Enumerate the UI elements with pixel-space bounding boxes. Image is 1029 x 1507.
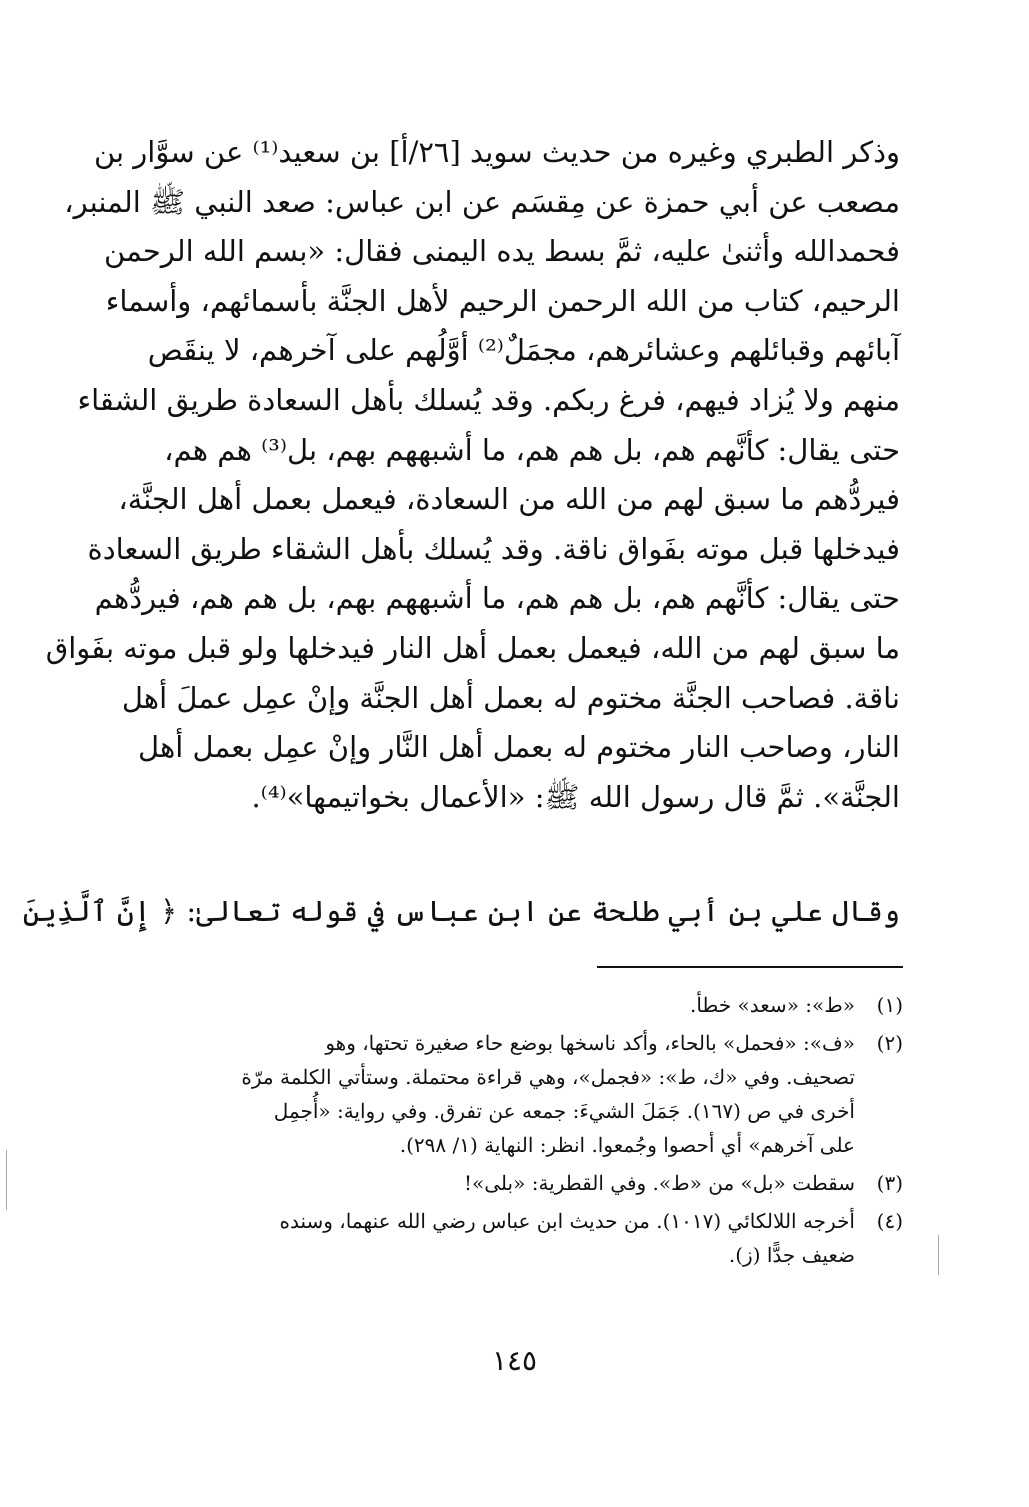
text-line: ناقة. فصاحب الجنَّة مختوم له بعمل أهل الجنَّة وإنْ عمِل عملَ أهل	[121, 680, 900, 715]
text-line: ما سبق لهم من الله، فيعمل بعمل أهل النار فيدخلها ولو قبل موته بفَواق	[45, 630, 900, 665]
page-number: ١٤٥	[491, 1344, 538, 1377]
footnote-item	[110, 1026, 903, 1162]
footnote-text	[110, 1026, 855, 1162]
footnote-separator	[597, 966, 903, 968]
footnote-number: (٤)	[876, 1209, 903, 1233]
text-line: فحمدالله وأثنىٰ عليه، ثمَّ بسط يده اليمنى فقال: «بسم الله الرحمن	[104, 234, 900, 269]
closing-paragraph: وقال علي بن أبي طلحة عن ابن عباس في قوله تعالىٰ: ﴿ إِنَّ ٱلَّذِينَ	[22, 894, 900, 928]
footnote-item	[110, 988, 903, 1022]
text-line: فيردُّهم ما سبق لهم من الله من السعادة، فيعمل بعمل أهل الجنَّة،	[118, 482, 900, 517]
text-line: الرحيم، كتاب من الله الرحمن الرحيم لأهل الجنَّة بأسمائهم، وأسماء	[105, 283, 900, 318]
footnote-line: أخرى في ص (١٦٧). جَمَلَ الشيءَ: جمعه عن تفرق. وفي رواية: «أُجمِل	[273, 1099, 855, 1123]
scan-edge-mark	[6, 1150, 7, 1210]
text-line: فيدخلها قبل موته بفَواق ناقة. وقد يُسلك بأهل الشقاء طريق السعادة	[87, 531, 900, 566]
footnote-line: تصحيف. وفي «ك، ط»: «فجمل»، وهي قراءة محتملة. وستأتي الكلمة مرّة	[241, 1065, 855, 1089]
footnote-line: سقطت «بل» من «ط». وفي القطرية: «بلى»!	[463, 1171, 855, 1195]
footnote-line: أخرجه اللالكائي (١٠١٧). من حديث ابن عباس رضي الله عنهما، وسنده	[279, 1209, 855, 1233]
footnote-number: (١)	[876, 993, 903, 1017]
text-line: وذكر الطبري وغيره من حديث سويد [٢٦/أ] بن سعيد⁽¹⁾ عن سوَّار بن	[93, 135, 900, 169]
footnote-line: ضعيف جدًّا (ز).	[728, 1243, 855, 1267]
footnote-item	[110, 1204, 903, 1272]
text-line: منهم ولا يُزاد فيهم، فرغ ربكم. وقد يُسلك بأهل السعادة طريق الشقاء	[77, 382, 900, 417]
footnote-line: «ف»: «فحمل» بالحاء، وأكد ناسخها بوضع حاء صغيرة تحتها، وهو	[325, 1031, 855, 1055]
footnote-line: «ط»: «سعد» خطأ.	[689, 993, 855, 1017]
text-line: الجنَّة». ثمَّ قال رسول الله ﷺ: «الأعمال بخواتيمها»⁽⁴⁾.	[251, 779, 900, 814]
main-text-block	[45, 128, 900, 822]
scan-edge-mark	[938, 1235, 939, 1275]
footnote-number: (٢)	[876, 1031, 903, 1055]
footnote-text	[110, 1166, 855, 1200]
text-line: حتى يقال: كأنَّهم هم، بل هم هم، ما أشبههم بهم، بل هم هم، فيردُّهم	[94, 581, 900, 616]
footnote-text	[110, 1204, 855, 1272]
footnote-text	[110, 988, 855, 1022]
text-line: مصعب عن أبي حمزة عن مِقسَم عن ابن عباس: صعد النبي ﷺ المنبر،	[64, 184, 900, 219]
footnotes	[110, 988, 903, 1276]
text-line: حتى يقال: كأنَّهم هم، بل هم هم، ما أشبههم بهم، بل⁽³⁾ هم هم،	[164, 432, 900, 467]
text-line: آبائهم وقبائلهم وعشائرهم، مجمَلٌ⁽²⁾ أوَّلُهم على آخرهم، لا ينقَص	[147, 333, 900, 368]
footnote-line: على آخرهم» أي أحصوا وجُمعوا. انظر: النهاية (١/ ٢٩٨).	[399, 1133, 855, 1157]
text-line: النار، وصاحب النار مختوم له بعمل أهل النَّار وإنْ عمِل بعمل أهل	[137, 730, 900, 765]
footnote-item	[110, 1166, 903, 1200]
footnote-number: (٣)	[876, 1171, 903, 1195]
